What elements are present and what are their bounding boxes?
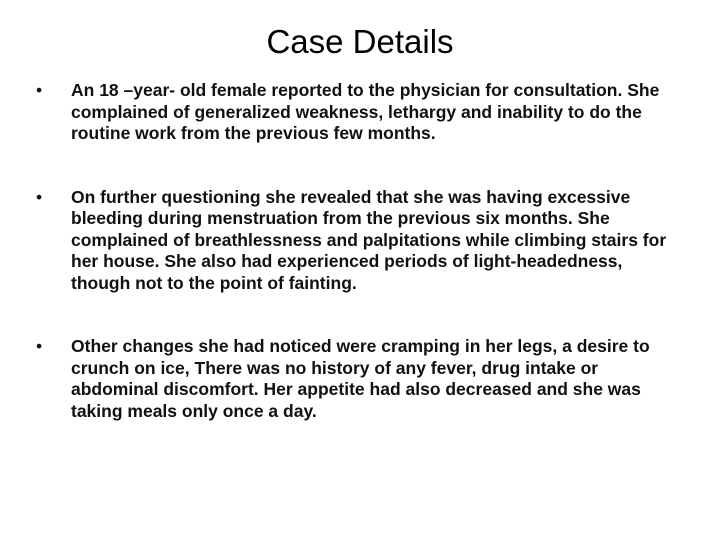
bullet-dot-icon: • — [36, 186, 43, 207]
bullet-list — [36, 80, 686, 422]
bullet-item — [36, 336, 686, 422]
bullet-dot-icon: • — [36, 80, 43, 100]
bullet-item — [36, 187, 686, 295]
bullet-dot-icon: • — [36, 336, 43, 356]
bullet-text: On further questioning she revealed that she was having excessive bleeding during menstruation from the previous six months. She complained of breathlessness and palpitations while climbing stairs for her house. She also had experienced periods of light-headedness, though not to the point of fainting. — [71, 186, 667, 293]
bullet-text: An 18 –year- old female reported to the physician for consultation. She complained of generalized weakness, lethargy and inability to do the routine work from the previous few months. — [71, 80, 660, 143]
bullet-item — [36, 80, 686, 145]
slide-title: Case Details — [266, 23, 454, 60]
bullet-text: Other changes she had noticed were cramping in her legs, a desire to crunch on ice, There was no history of any fever, drug intake or abdominal discomfort. Her appetite had also decreased and she was taking meals only once a day. — [71, 336, 650, 421]
